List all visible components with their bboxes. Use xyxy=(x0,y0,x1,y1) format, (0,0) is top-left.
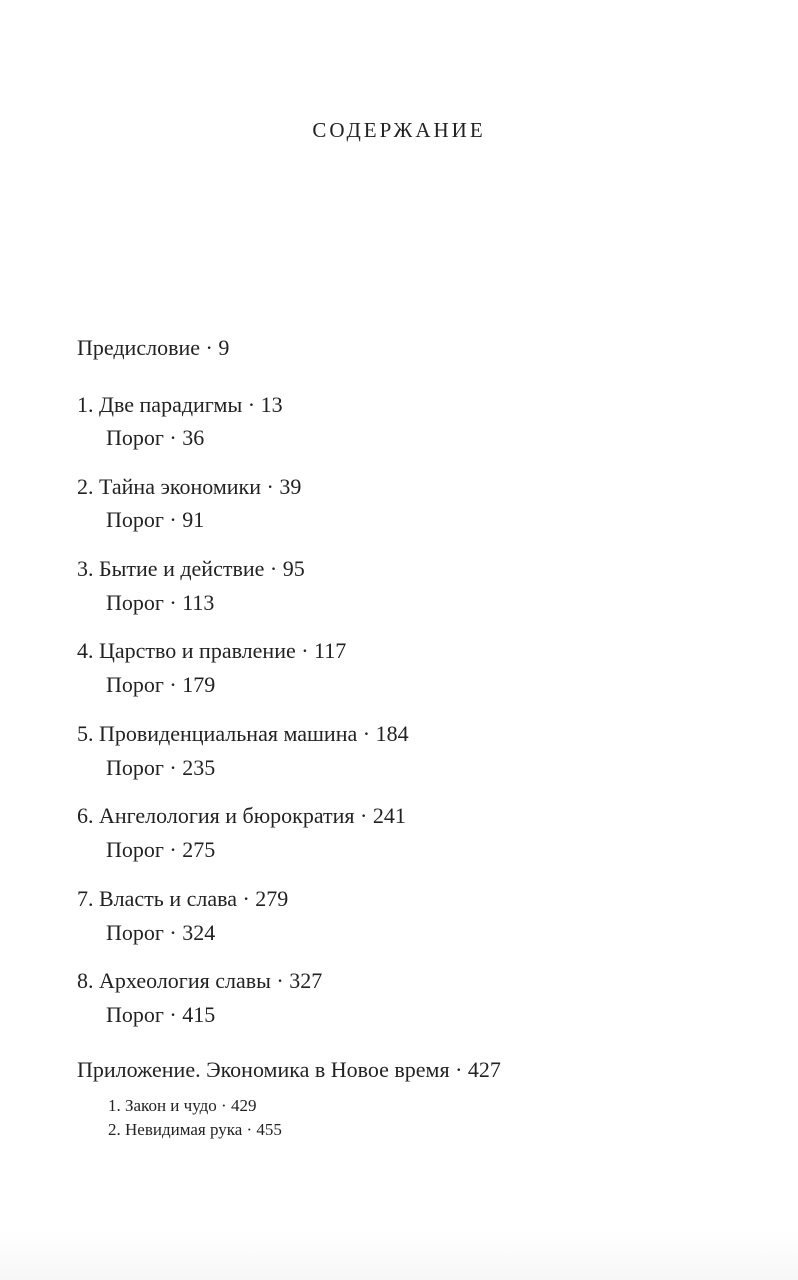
toc-chapter-2-threshold: Порог · 91 xyxy=(106,507,205,532)
toc-chapter-5: 5. Провиденциальная машина · 184 xyxy=(77,721,409,746)
toc-appendix-item-1: 1. Закон и чудо · 429 xyxy=(108,1096,257,1115)
toc-chapter-7: 7. Власть и слава · 279 xyxy=(77,886,289,911)
toc-chapter-4: 4. Царство и правление · 117 xyxy=(77,638,347,663)
page-title: СОДЕРЖАНИЕ xyxy=(312,118,486,142)
toc-chapter-7-threshold: Порог · 324 xyxy=(106,920,216,945)
toc-chapter-3-threshold: Порог · 113 xyxy=(106,590,215,615)
toc-chapter-1: 1. Две парадигмы · 13 xyxy=(77,392,283,417)
toc-chapter-3: 3. Бытие и действие · 95 xyxy=(77,556,305,581)
toc-chapter-8-threshold: Порог · 415 xyxy=(106,1002,216,1027)
toc-chapter-8: 8. Археология славы · 327 xyxy=(77,968,323,993)
toc-preface: Предисловие · 9 xyxy=(77,335,230,360)
toc-appendix-item-2: 2. Невидимая рука · 455 xyxy=(108,1120,282,1139)
toc-chapter-6-threshold: Порог · 275 xyxy=(106,837,216,862)
toc-chapter-6: 6. Ангелология и бюрократия · 241 xyxy=(77,803,406,828)
toc-chapter-2: 2. Тайна экономики · 39 xyxy=(77,474,302,499)
toc-chapter-4-threshold: Порог · 179 xyxy=(106,672,216,697)
toc-appendix: Приложение. Экономика в Новое время · 427 xyxy=(77,1057,501,1082)
toc-chapter-5-threshold: Порог · 235 xyxy=(106,755,216,780)
toc-chapter-1-threshold: Порог · 36 xyxy=(106,425,205,450)
